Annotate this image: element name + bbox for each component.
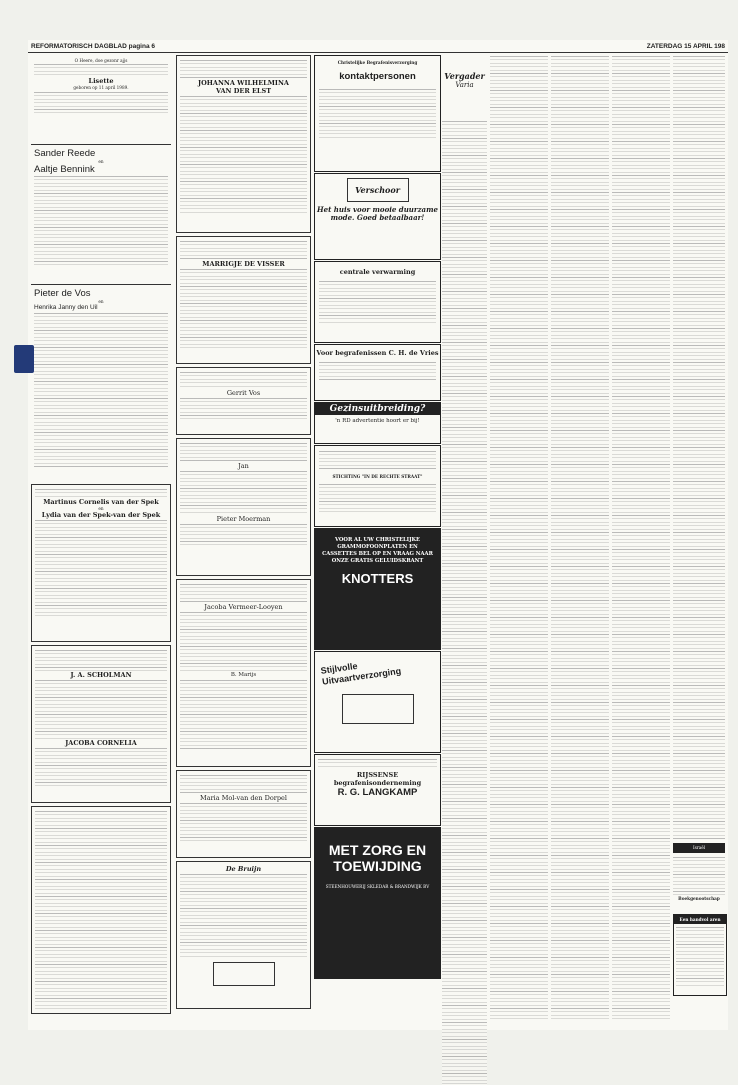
meeting-directory-col-4 — [612, 55, 670, 1020]
wife-name: Lydia van der Spek-van der Spek — [41, 511, 161, 520]
notice-anniversary-spek — [31, 484, 171, 642]
text-lines — [180, 611, 307, 671]
text-lines — [180, 371, 307, 389]
text-lines — [35, 810, 167, 1010]
and-text: en — [98, 506, 104, 511]
ad-slogan: Het huis voor mooie duurzame mode. Goed betaalbaar! — [317, 205, 438, 222]
ad-title: De Bruijn — [225, 865, 262, 873]
ad-title: MET ZORG EN TOEWIJDING — [328, 842, 427, 874]
text-lines — [442, 120, 487, 1085]
text-lines — [673, 856, 725, 896]
text-lines — [676, 926, 724, 986]
boekgenootschap-label: Boekgenootschap — [678, 896, 720, 901]
text-lines — [35, 519, 167, 619]
text-lines — [180, 240, 307, 260]
notice-name: Lisette — [88, 77, 114, 86]
ad-langkamp — [314, 754, 441, 826]
ad-title: Gezinsuitbreiding? — [315, 403, 440, 415]
groom-name: Sander Reede — [34, 148, 96, 159]
deceased-name: J. A. SCHOLMAN — [70, 671, 132, 679]
text-lines — [673, 55, 725, 840]
hearse-illustration — [342, 694, 414, 724]
ad-gezinsuitbreiding — [314, 402, 441, 444]
verschoor-logo: Verschoor — [347, 178, 409, 202]
text-lines — [35, 488, 167, 498]
notice-death-moerman — [176, 438, 311, 576]
text-lines — [319, 280, 436, 325]
notice-death-vdelst — [176, 55, 311, 233]
ad-subtitle: Christelijke Begrafenisverzorging — [337, 60, 418, 65]
ad-title: R. G. LANGKAMP — [337, 787, 418, 798]
deceased-name: MARRIGJE DE VISSER — [202, 260, 285, 268]
notice-sub: geboren op 11 april 1989. — [73, 85, 129, 91]
ad-centrale-verwarming — [314, 261, 441, 343]
text-lines — [35, 649, 167, 671]
groom-name: Pieter de Vos — [34, 288, 91, 299]
text-lines — [180, 59, 307, 79]
notice-name: Gerrit Vos — [226, 389, 261, 397]
ad-christelijke-begrafenis — [314, 55, 441, 172]
deceased-wife-name: JACOBA CORNELIA — [65, 739, 137, 747]
text-lines — [180, 397, 307, 419]
text-lines — [490, 55, 548, 1020]
notice-name: B. Marijs — [230, 672, 257, 678]
ad-text: 'n RD advertentie hoort er bij! — [335, 418, 420, 424]
notice-text: O Heere, doe gezonr ajjs — [74, 58, 128, 63]
and-text: en — [98, 159, 104, 164]
meeting-directory-col-3 — [551, 55, 609, 1020]
text-lines — [319, 88, 436, 138]
ad-title: Stijlvolle Uitvaartverzorging — [320, 660, 402, 687]
meeting-directory-col-5 — [673, 55, 725, 840]
text-lines — [612, 55, 670, 1020]
text-lines — [180, 583, 307, 603]
text-lines — [551, 55, 609, 1020]
ad-title: Voor begrafenissen C. H. de Vries — [316, 349, 439, 357]
section-title: Vergader — [444, 71, 485, 81]
page-header — [28, 40, 728, 53]
text-lines — [319, 361, 436, 381]
bride-name: Henrika Janny den Uil — [34, 304, 98, 312]
text-lines — [180, 523, 307, 548]
ad-met-zorg — [314, 827, 441, 979]
text-lines — [319, 483, 436, 513]
text-lines — [318, 758, 437, 768]
ad-een-handvol-aren — [673, 914, 727, 996]
text-lines — [180, 470, 307, 515]
text-lines — [180, 442, 307, 462]
ad-de-vries — [314, 344, 441, 401]
meeting-directory-col-1 — [442, 120, 487, 1085]
ad-title: KNOTTERS — [341, 571, 414, 586]
ad-uitvaart — [314, 651, 441, 753]
text-lines — [35, 747, 167, 787]
header-date: ZATERDAG 15 APRIL 198 — [646, 43, 725, 50]
notice-name: Jan — [238, 462, 249, 470]
deceased-surname: VAN DER ELST — [215, 87, 272, 95]
husband-name: Martinus Cornelis van der Spek — [43, 498, 159, 506]
notice-wedding-vos — [31, 284, 171, 481]
israel-section — [673, 856, 725, 911]
vergader-varia-header — [442, 55, 487, 115]
notice-thanks — [31, 806, 171, 1014]
notice-name: Maria Mol-van den Dorpel — [200, 794, 287, 802]
ad-title: Een handvol aren — [674, 915, 726, 924]
and-text: en — [98, 299, 104, 304]
deceased-first-names: JOHANNA WILHELMINA — [198, 79, 289, 87]
ad-text: VOOR AL UW CHRISTELIJKE GRAMMOFOONPLATEN EN CASSETTES BEL OP EN VRAAG NAAR ONZE GRATIS GELUIDSKRANT — [322, 537, 433, 564]
notice-vos — [176, 367, 311, 435]
text-lines — [180, 679, 307, 749]
ad-stichting — [314, 445, 441, 527]
text-lines — [34, 312, 168, 467]
notice-death-visser — [176, 236, 311, 364]
text-lines — [34, 175, 168, 265]
text-lines — [319, 450, 436, 470]
ad-verschoor — [314, 173, 441, 260]
meeting-directory-col-2 — [490, 55, 548, 1020]
de-bruijn-logo — [213, 962, 275, 986]
text-lines — [180, 268, 307, 350]
ad-title: centrale verwarming — [339, 268, 416, 276]
text-lines — [180, 873, 307, 958]
notice-wedding-reede — [31, 144, 171, 281]
ad-de-bruijn — [176, 861, 311, 1009]
ad-title: STICHTING "IN DE RECHTE STRAAT" — [332, 474, 423, 479]
newspaper-page — [28, 40, 728, 1030]
notice-name: Pieter Moerman — [216, 515, 271, 523]
header-left: REFORMATORISCH DAGBLAD pagina 6 — [31, 43, 155, 50]
section-subtitle: Varia — [455, 81, 474, 89]
text-lines — [180, 802, 307, 842]
israel-label: Israël — [692, 845, 706, 850]
ad-subtitle: RIJSSENSE begrafenisonderneming — [333, 771, 422, 787]
column-family-notices-2 — [176, 55, 311, 1025]
notice-name: Jacoba Vermeer-Looyen — [204, 603, 283, 611]
text-lines — [180, 774, 307, 794]
notice-death-vermeer — [176, 579, 311, 767]
text-lines — [180, 95, 307, 213]
text-lines — [35, 679, 167, 739]
text-lines — [34, 91, 168, 115]
ad-title: kontaktpersonen — [339, 71, 416, 83]
column-family-notices-1 — [31, 55, 171, 1025]
notice-death-mol — [176, 770, 311, 858]
text-lines — [34, 63, 168, 77]
notice-death-scholman — [31, 645, 171, 803]
notice-birth-lisette — [31, 55, 171, 141]
ad-text: STEENHOUWERIJ SKLEDAR & BRANDWIJK BV — [325, 884, 430, 889]
ad-knotters — [314, 528, 441, 650]
bride-name: Aaltje Bennink — [34, 164, 95, 176]
israel-bar — [673, 843, 725, 853]
